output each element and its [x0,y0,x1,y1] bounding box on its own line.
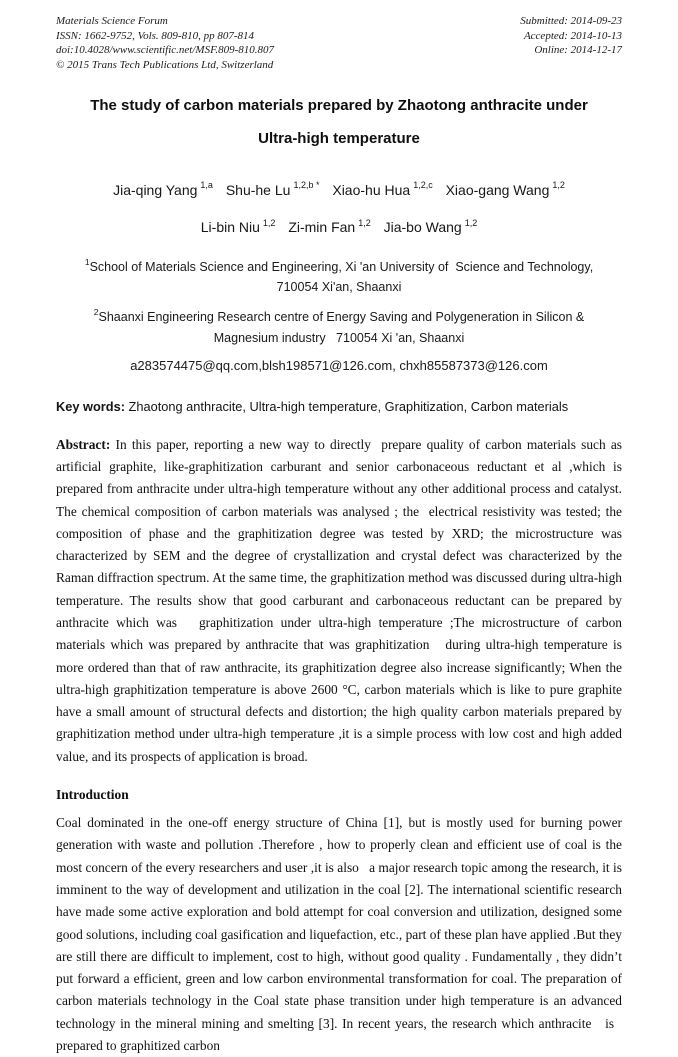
author [113,182,213,198]
affiliation-text: Shaanxi Engineering Research centre of Energy Saving and Polygeneration in Silicon & [98,310,585,325]
author [384,219,478,235]
online-date: Online: 2014-12-17 [534,44,622,56]
affiliation-superscript: 2 [93,307,99,318]
submission-info [520,14,622,72]
author [288,219,370,235]
author-superscript: 1,2 [552,180,565,190]
submitted-date: Submitted: 2014-09-23 [520,15,622,27]
author [226,182,320,198]
affiliation-1-line2: 710054 Xi'an, Shaanxi [276,280,402,295]
accepted-date: Accepted: 2014-10-13 [523,29,622,42]
author-name: Xiao-gang Wang [445,181,550,198]
keywords-line [56,398,622,416]
journal-name: Materials Science Forum [56,15,168,27]
abstract-text: In this paper, reporting a new way to directly prepare quality of carbon materials such as artificial graphite, like-graphitization carburant and senior carbonaceous reductant et al ,which is prepared from anthracite under ultra-high temperature without any other additional process and catalyst. The chemical composition of carbon materials was analysed ; the electrical resistivity was tested; the composition of phase and the graphitization degree was tested by XRD; the microstructure was characterized by SEM and the degree of crystallization and crystal defect was characterized by the Raman diffraction spectrum. At the same time, the graphitization method was discussed during ultra-high temperature. The results show that good carburant and carbonaceous reductant can be prepared by anthracite which was graphitization under ultra-high temperature ;The microstructure of carbon materials which was prepared by anthracite that was graphitization during ultra-high temperature is more ordered than that of raw anthracite, its graphitization degree also increase significantly; When the ultra-high graphitization temperature is above 2600 °C, carbon materials which is like to pure graphite have a small amount of structural defects and distortion; the high quality carbon materials prepared by graphitization method under ultra-high temperature ,it is a simple process with low cost and high added value, and its prospects of application is broad. [56,436,622,764]
author-superscript: 1,2 [262,217,276,228]
author [446,182,565,198]
emails-line: a283574475@qq.com,blsh198571@126.com, chxh85587373@126.com [130,357,548,373]
author [332,182,432,198]
paper-title [56,94,622,151]
author-superscript: 1,2,c [413,180,433,190]
keywords-label: Key words: [56,398,125,414]
author-superscript: 1,2 [464,217,478,228]
journal-copyright-line: © 2015 Trans Tech Publications Ltd, Switzerland [56,58,274,71]
journal-header [56,14,622,72]
paper-title-line2: Ultra-high temperature [258,130,420,147]
affiliation-2-line2: Magnesium industry 710054 Xi 'an, Shaanxi [213,330,465,345]
affiliation-superscript: 1 [84,257,90,268]
affiliation-2 [56,303,622,347]
author-name: Shu-he Lu [225,181,291,198]
section-heading-introduction: Introduction [56,787,129,803]
author [201,219,276,235]
authors-line-2 [56,214,622,238]
author-name: Xiao-hu Hua [332,181,411,198]
abstract-paragraph [56,434,622,768]
affiliation-1-line1 [56,253,622,277]
author-name: Jia-qing Yang [113,181,198,198]
journal-doi-line: doi:10.4028/www.scientific.net/MSF.809-810.807 [56,44,275,56]
journal-issn-line: ISSN: 1662-9752, Vols. 809-810, pp 807-814 [56,29,254,42]
author-superscript: 1,2,b * [293,180,320,190]
abstract-label: Abstract: [56,436,111,452]
keywords-text: Zhaotong anthracite, Ultra-high temperature, Graphitization, Carbon materials [128,398,569,414]
paper-title-line1: The study of carbon materials prepared by Zhaotong anthracite under [90,97,588,114]
journal-info [56,14,274,72]
author-superscript: 1,2 [358,217,371,228]
author-superscript: 1,a [200,180,213,190]
author-name: Jia-bo Wang [383,219,462,236]
author-name: Li-bin Niu [200,219,260,236]
affiliation-1 [56,253,622,297]
author-name: Zi-min Fan [288,219,356,236]
affiliation-2-line1 [56,303,622,327]
affiliation-text: School of Materials Science and Engineering, Xi 'an University of Science and Technology, [89,260,594,275]
introduction-paragraph: Coal dominated in the one-off energy structure of China [1], but is mostly used for burning power generation with waste and pollution .Therefore , how to properly clean and efficient use of coal is the most concern of the every researchers and user ,it is also a major research topic among the research, it is imminent to the way of development and utilization in the coal [2]. The international scientific research have made some active exploration and bold attempt for coal conversion and utilization, designed some good solutions, including coal gasification and liquefaction, etc., part of these plan have applied .But they are still there are difficult to implement, cost to high, without good quality . Fundamentally , they didn’t put forward a efficient, green and low carbon environmental transformation for coal. The preparation of carbon materials technology in the Coal state phase transition under high temperature is an advanced technology in the mineral mining and smelting [3]. In recent years, the research which anthracite is prepared to graphitized carbon [56,815,622,1054]
authors-line-1 [56,176,622,200]
